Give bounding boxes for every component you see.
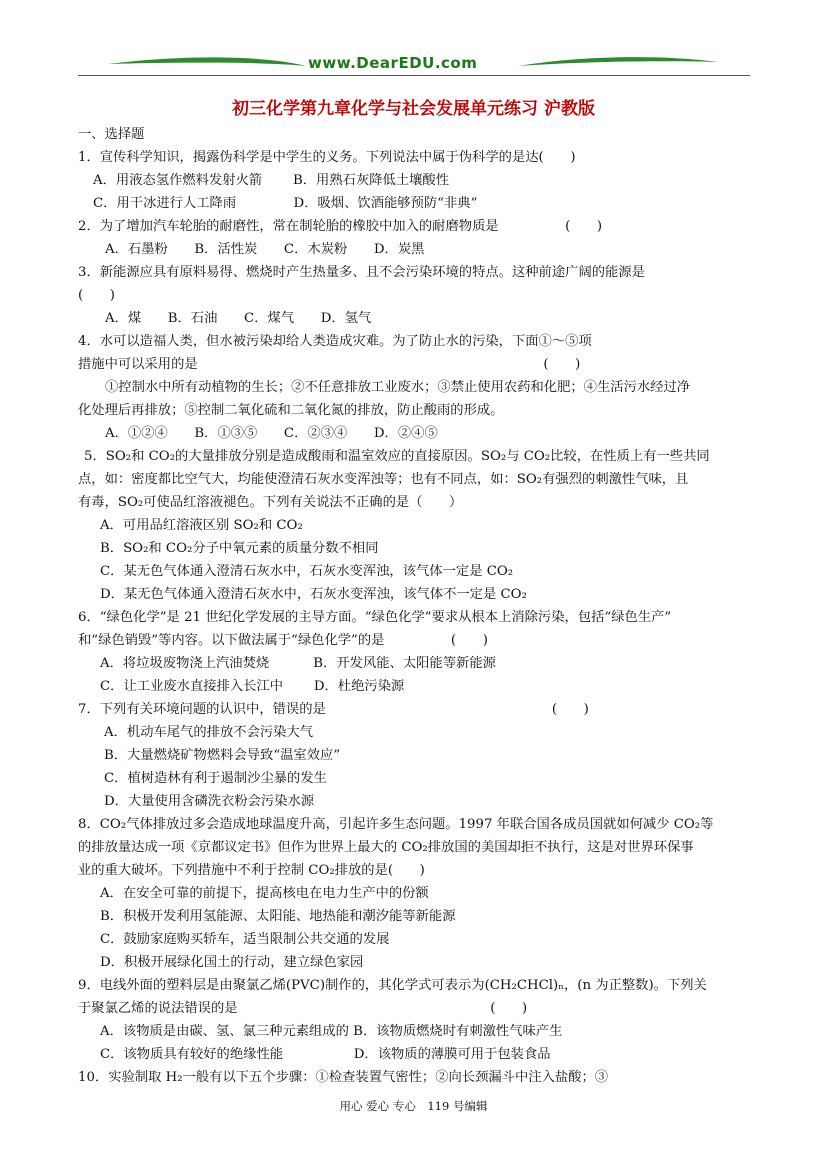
site-name-logo: www.DearEDU.com — [308, 54, 478, 72]
text-line: C．鼓励家庭购买轿车，适当限制公共交通的发展 — [100, 932, 390, 947]
text-line: D．大量使用含磷洗衣粉会污染水源 — [104, 794, 315, 809]
text-line: C．用干冰进行人工降雨 D．吸烟、饮酒能够预防“非典” — [93, 196, 478, 211]
text-line: 于聚氯乙烯的说法错误的是 ( ) — [78, 1001, 528, 1016]
text-line: 和“绿色销毁”等内容。以下做法属于“绿色化学”的是 ( ) — [78, 633, 488, 648]
text-line: 化处理后再排放；⑤控制二氧化硫和二氧化氮的排放，防止酸雨的形成。 — [78, 403, 504, 418]
text-line: 6．“绿色化学”是 21 世纪化学发展的主导方面。“绿色化学”要求从根本上消除污染，包括“绿色生产” — [78, 610, 672, 625]
text-line: A．①②④ B．①③⑤ C．②③④ D．②④⑤ — [105, 426, 438, 441]
text-line: D．某无色气体通入澄清石灰水中，石灰水变浑浊，该气体不一定是 CO₂ — [100, 587, 527, 602]
text-line: B．积极开发利用氢能源、太阳能、地热能和潮汐能等新能源 — [100, 909, 456, 924]
text-line: C．某无色气体通入澄清石灰水中，石灰水变浑浊，该气体一定是 CO₂ — [100, 564, 514, 579]
text-line: 5．SO₂和 CO₂的大量排放分别是造成酸雨和温室效应的直接原因。SO₂与 CO₂比较，在性质上有一些共同 — [84, 449, 710, 464]
text-line: ( ) — [78, 288, 115, 303]
text-line: 业的重大破坏。下列措施中不利于控制 CO₂排放的是( ) — [78, 863, 425, 878]
text-line: B．大量燃烧矿物燃料会导致“温室效应” — [104, 748, 341, 763]
page-title: 初三化学第九章化学与社会发展单元练习 沪教版 — [232, 99, 595, 119]
page-footer: 用心 爱心 专心 119 号编辑 — [339, 1099, 488, 1113]
text-line: 7．下列有关环境问题的认识中，错误的是 ( ) — [78, 702, 589, 717]
text-line: 4．水可以造福人类，但水被污染却给人类造成灾难。为了防止水的污染，下面①～⑤项 — [78, 334, 592, 349]
text-line: 的排放量达成一项《京都议定书》但作为世界上最大的 CO₂排放国的美国却拒不执行，这是对世界环保事 — [78, 840, 694, 855]
text-line: 10．实验制取 H₂一般有以下五个步骤：①检查装置气密性；②向长颈漏斗中注入盐酸；③ — [78, 1070, 609, 1085]
header-divider — [78, 75, 750, 76]
text-line: 2．为了增加汽车轮胎的耐磨性，常在制轮胎的橡胶中加入的耐磨物质是 ( ) — [78, 219, 603, 234]
text-line: 点，如：密度都比空气大，均能使澄清石灰水变浑浊等；也有不同点，如：SO₂有强烈的刺激性气味，且 — [78, 472, 689, 487]
text-line: A．可用品红溶液区别 SO₂和 CO₂ — [100, 518, 303, 533]
text-line: A．将垃圾废物浇上汽油焚烧 B．开发风能、太阳能等新能源 — [100, 656, 496, 671]
text-line: 8．CO₂气体排放过多会造成地球温度升高，引起许多生态问题。1997 年联合国各成员国就如何减少 CO₂等 — [78, 817, 714, 832]
text-line: A．石墨粉 B．活性炭 C．木炭粉 D．炭黑 — [105, 242, 425, 257]
text-line: A．煤 B．石油 C．煤气 D．氢气 — [105, 311, 372, 326]
text-line: A．该物质是由碳、氢、氯三种元素组成的 B．该物质燃烧时有刺激性气味产生 — [100, 1024, 563, 1039]
text-line: A．用液态氢作燃料发射火箭 B．用熟石灰降低土壤酸性 — [93, 173, 450, 188]
text-line: 有毒，SO₂可使品红溶液褪色。下列有关说法不正确的是（ ） — [78, 495, 463, 510]
text-line: 3．新能源应具有原料易得、燃烧时产生热量多、且不会污染环境的特点。这种前途广阔的能源是 — [78, 265, 645, 280]
text-line: A．机动车尾气的排放不会污染大气 — [104, 725, 314, 740]
text-line: ①控制水中所有动植物的生长；②不任意排放工业废水；③禁止使用农药和化肥；④生活污水经过净 — [105, 380, 691, 395]
text-line: 1．宣传科学知识，揭露伪科学是中学生的义务。下列说法中属于伪科学的是达( ) — [78, 150, 576, 165]
text-line: 9．电线外面的塑料层是由聚氯乙烯(PVC)制作的，其化学式可表示为(CH₂CHCl)ₙ，(n 为正整数)。下列关 — [78, 978, 707, 993]
text-line: C．让工业废水直接排入长江中 D．杜绝污染源 — [100, 679, 405, 694]
text-line: D．积极开展绿化国土的行动，建立绿色家园 — [100, 955, 364, 970]
text-line: C．植树造林有利于遏制沙尘暴的发生 — [104, 771, 327, 786]
text-line: B．SO₂和 CO₂分子中氧元素的质量分数不相同 — [100, 541, 379, 556]
text-line: A．在安全可靠的前提下，提高核电在电力生产中的份额 — [100, 886, 429, 901]
text-line: C．该物质具有较好的绝缘性能 D．该物质的薄膜可用于包装食品 — [100, 1047, 551, 1062]
text-line: 一、选择题 — [78, 127, 145, 142]
text-line: 措施中可以采用的是 ( ) — [78, 357, 581, 372]
